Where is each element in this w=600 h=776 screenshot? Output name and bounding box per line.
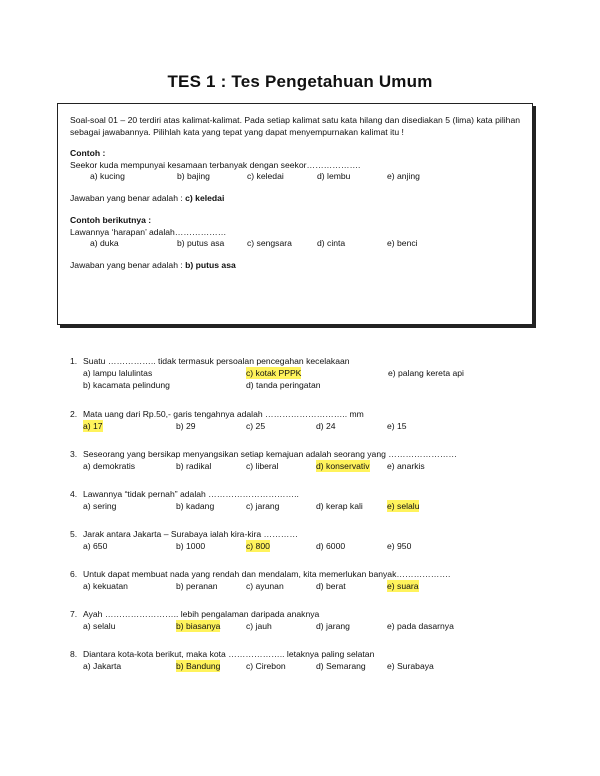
example-option-d: d) lembu	[317, 171, 351, 182]
example2-heading: Contoh berikutnya :	[70, 214, 152, 225]
option-b[interactable]: b) biasanya	[176, 621, 221, 631]
option-e[interactable]: e) Surabaya	[387, 661, 434, 671]
question-number: 7.	[70, 609, 78, 619]
question-text: Mata uang dari Rp.50,- garis tengahnya adalah ……………………….. mm	[83, 409, 364, 419]
question-5	[70, 528, 540, 552]
question-number: 1.	[70, 356, 78, 366]
question-text: Ayah …………………….. lebih pengalaman daripada anaknya	[83, 609, 320, 619]
option-c[interactable]: c) jauh	[246, 621, 272, 631]
question-3	[70, 448, 540, 472]
question-text: Suatu …………….. tidak termasuk persoalan pencegahan kecelakaan	[83, 356, 350, 366]
option-c[interactable]: c) 25	[246, 421, 266, 431]
question-8	[70, 648, 540, 672]
option-d[interactable]: d) Semarang	[316, 661, 366, 671]
example-option-b: b) bajing	[177, 171, 210, 182]
option-a[interactable]: a) Jakarta	[83, 661, 122, 671]
example2-option-a: a) duka	[90, 238, 119, 249]
question-6	[70, 568, 540, 592]
option-a[interactable]: a) demokratis	[83, 461, 136, 471]
example2-option-e: e) benci	[387, 238, 418, 249]
option-a[interactable]: a) sering	[83, 501, 117, 511]
option-d[interactable]: d) tanda peringatan	[246, 380, 321, 390]
option-d[interactable]: d) berat	[316, 581, 346, 591]
example2-options	[70, 238, 520, 250]
option-b[interactable]: b) radikal	[176, 461, 212, 471]
option-b[interactable]: b) kadang	[176, 501, 215, 511]
option-a[interactable]: a) lampu lalulintas	[83, 368, 153, 378]
example2-answer-prefix: Jawaban yang benar adalah :	[70, 260, 186, 271]
instructions-intro: Soal-soal 01 – 20 terdiri atas kalimat-kalimat. Pada setiap kalimat satu kata hilang dan disediakan 5 (lima) kata pilihan sebagai jawabannya. Pilihlah kata yang tepat yang dapat menyempurnakan kalimat itu !	[70, 115, 520, 137]
option-b[interactable]: b) 1000	[176, 541, 206, 551]
question-number: 4.	[70, 489, 78, 499]
option-c[interactable]: c) Cirebon	[246, 661, 286, 671]
example-option-e: e) anjing	[387, 171, 420, 182]
example-heading: Contoh :	[70, 148, 106, 159]
question-number: 5.	[70, 529, 78, 539]
example-option-a: a) kucing	[90, 171, 125, 182]
option-c[interactable]: c) jarang	[246, 501, 280, 511]
option-d[interactable]: d) 6000	[316, 541, 346, 551]
option-c[interactable]: c) 800	[246, 541, 270, 551]
option-b[interactable]: b) Bandung	[176, 661, 221, 671]
option-a[interactable]: a) 17	[83, 421, 103, 431]
option-d[interactable]: d) 24	[316, 421, 336, 431]
page-title: TES 1 : Tes Pengetahuan Umum	[167, 72, 433, 91]
example-option-c: c) keledai	[247, 171, 284, 182]
example2-option-c: c) sengsara	[247, 238, 292, 249]
example-answer-prefix: Jawaban yang benar adalah :	[70, 193, 186, 204]
question-text: Untuk dapat membuat nada yang rendah dan mendalam, kita memerlukan banyak……………….	[83, 569, 451, 579]
example-sentence: Seekor kuda mempunyai kesamaan terbanyak dengan seekor……………….	[70, 159, 361, 170]
option-b[interactable]: b) 29	[176, 421, 196, 431]
option-e[interactable]: e) 15	[387, 421, 407, 431]
question-1	[70, 355, 540, 391]
example-answer-value: c) keledai	[185, 193, 225, 204]
example2-answer	[70, 260, 520, 272]
option-c[interactable]: c) kotak PPPK	[246, 368, 302, 378]
example2-sentence: Lawannya ‘harapan’ adalah………………	[70, 226, 227, 237]
option-e[interactable]: e) selalu	[387, 501, 420, 511]
option-b[interactable]: b) kacamata pelindung	[83, 380, 170, 390]
question-text: Diantara kota-kota berikut, maka kota ……………….. letaknya paling selatan	[83, 649, 375, 659]
question-number: 8.	[70, 649, 78, 659]
option-e[interactable]: e) 950	[387, 541, 412, 551]
option-c[interactable]: c) ayunan	[246, 581, 284, 591]
question-number: 2.	[70, 409, 78, 419]
question-4	[70, 488, 540, 512]
example-answer	[70, 193, 520, 205]
question-number: 3.	[70, 449, 78, 459]
question-number: 6.	[70, 569, 78, 579]
option-a[interactable]: a) selalu	[83, 621, 116, 631]
example2-answer-value: b) putus asa	[185, 260, 236, 271]
option-e[interactable]: e) anarkis	[387, 461, 425, 471]
question-2	[70, 408, 540, 432]
option-a[interactable]: a) kekuatan	[83, 581, 128, 591]
question-text: Jarak antara Jakarta – Surabaya ialah kira-kira …………	[83, 529, 298, 539]
option-e[interactable]: e) pada dasarnya	[387, 621, 454, 631]
example-options	[70, 171, 520, 183]
option-b[interactable]: b) peranan	[176, 581, 218, 591]
question-7	[70, 608, 540, 632]
option-d[interactable]: d) konservativ	[316, 461, 370, 471]
option-d[interactable]: d) kerap kali	[316, 501, 363, 511]
example2-option-d: d) cinta	[317, 238, 346, 249]
option-e[interactable]: e) palang kereta api	[388, 368, 464, 378]
option-a[interactable]: a) 650	[83, 541, 108, 551]
question-text: Lawannya “tidak pernah” adalah …………………………..	[83, 489, 299, 499]
option-d[interactable]: d) jarang	[316, 621, 350, 631]
example2-option-b: b) putus asa	[177, 238, 225, 249]
instructions-box	[57, 103, 533, 325]
option-c[interactable]: c) liberal	[246, 461, 279, 471]
option-e[interactable]: e) suara	[387, 581, 419, 591]
question-text: Seseorang yang bersikap menyangsikan setiap kemajuan adalah seorang yang ……………………	[83, 449, 458, 459]
